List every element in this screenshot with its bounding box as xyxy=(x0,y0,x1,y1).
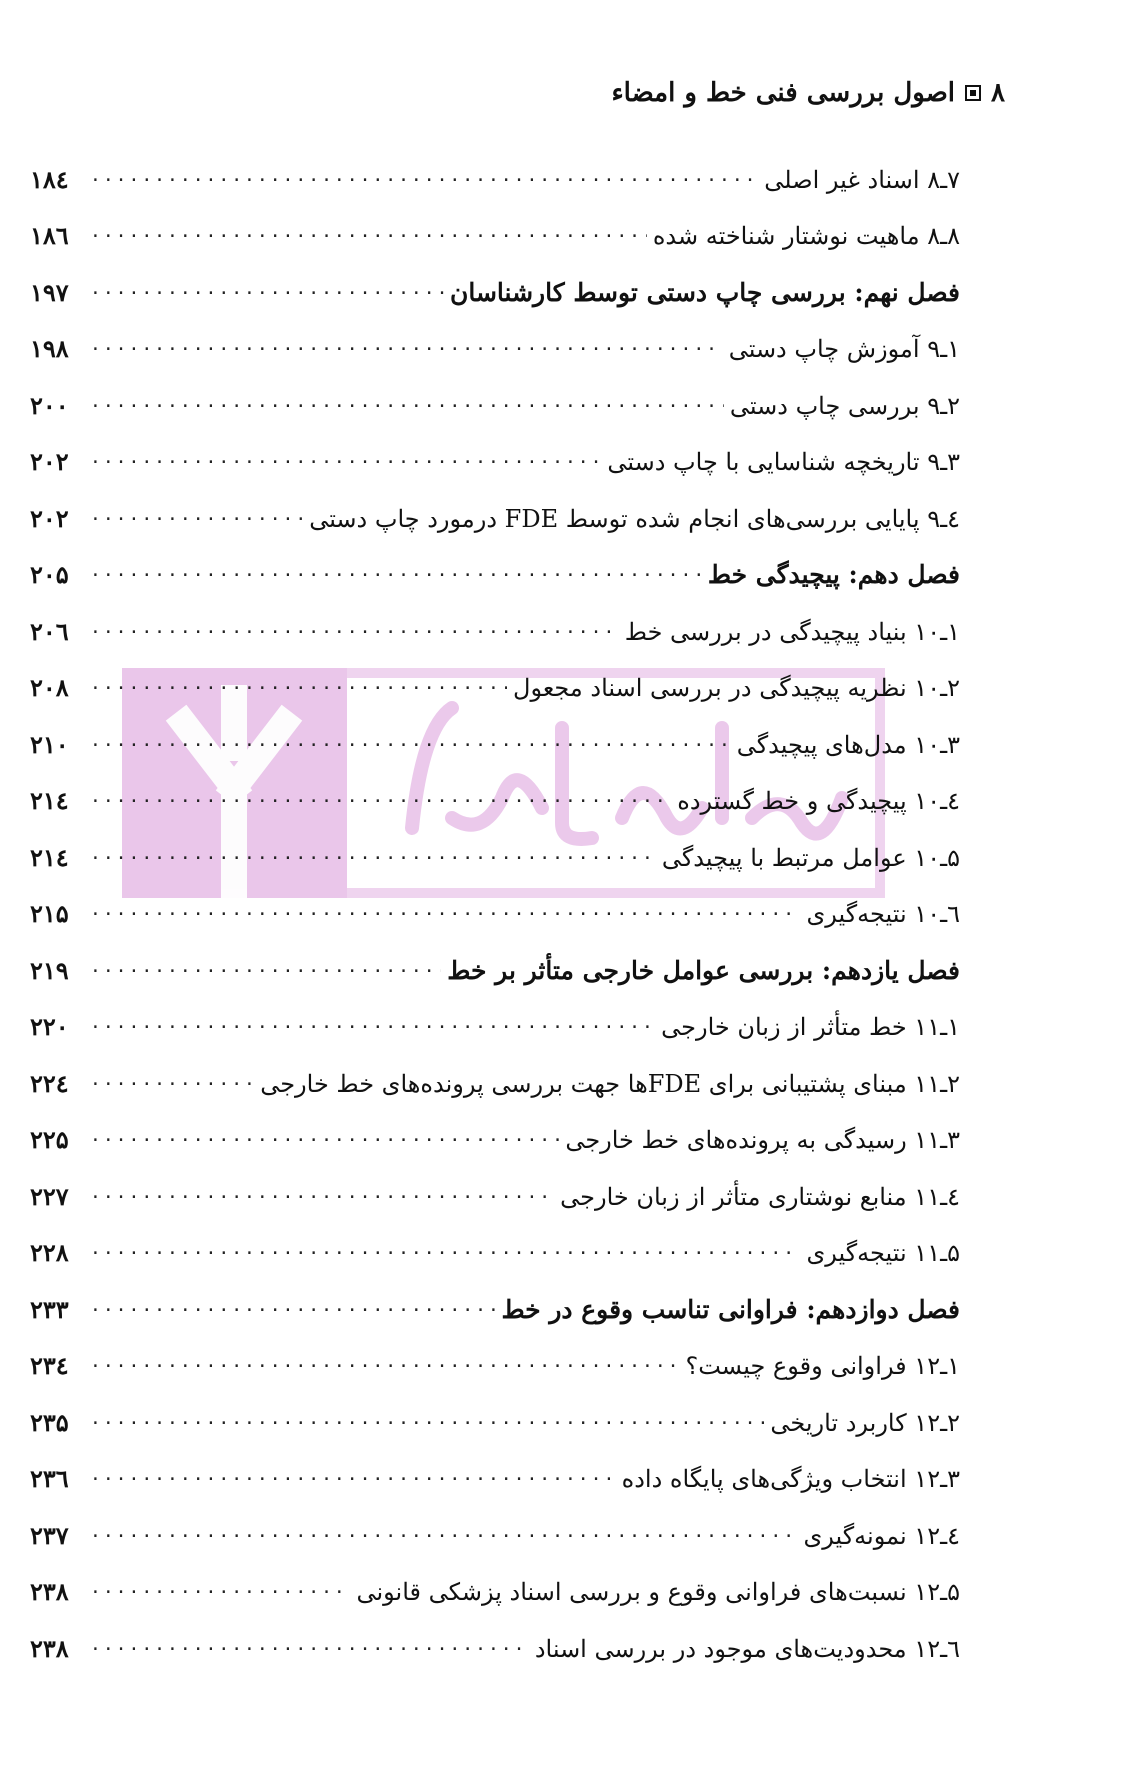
toc-chapter-row[interactable] xyxy=(30,536,960,593)
toc-section-row[interactable] xyxy=(30,1327,960,1384)
toc-section-row[interactable] xyxy=(30,875,960,932)
square-bullet-icon xyxy=(965,85,981,101)
toc-page-number: ۲۳۳ xyxy=(30,1294,69,1324)
toc-section-row[interactable] xyxy=(30,423,960,480)
toc-entry-title: ۷ـ۸ اسناد غیر اصلی xyxy=(764,165,960,194)
toc-page-number: ۱۹۸ xyxy=(30,334,69,363)
toc-entry-title: ۳ـ۱۰ مدل‌های پیچیدگی xyxy=(736,730,960,759)
dot-leader xyxy=(90,1289,495,1323)
toc-page-number: ۲۳٦ xyxy=(30,1464,69,1493)
dot-leader xyxy=(90,328,723,362)
toc-entry-title: ۵ـ۱۲ نسبت‌های فراوانی وقوع و بررسی اسناد پزشکی قانونی xyxy=(356,1578,960,1606)
toc-entry-title: ۱ـ۹ آموزش چاپ دستی xyxy=(728,335,960,363)
dot-leader xyxy=(90,893,800,927)
toc-entry-title: ۱ـ۱۰ بنیاد پیچیدگی در بررسی خط xyxy=(624,617,960,646)
toc-entry-title: ۱ـ۱۲ فراوانی وقوع چیست؟ xyxy=(685,1352,960,1380)
toc-chapter-row[interactable] xyxy=(30,1270,960,1327)
toc-entry-title: فصل نهم: بررسی چاپ دستی توسط کارشناسان xyxy=(450,277,960,307)
toc-section-row[interactable] xyxy=(30,762,960,819)
toc-page-number: ۲۳۸ xyxy=(30,1633,69,1663)
toc-page-number: ۲۰٦ xyxy=(30,616,69,646)
toc-section-row[interactable] xyxy=(30,649,960,706)
toc-entry-title: فصل دهم: پیچیدگی خط xyxy=(707,560,960,589)
dot-leader xyxy=(90,837,656,871)
toc-entry-title: ۱ـ۱۱ خط متأثر از زبان خارجی xyxy=(661,1013,960,1041)
dot-leader xyxy=(90,1402,764,1436)
toc-entry-title: ۳ـ۱۲ انتخاب ویژگی‌های پایگاه داده xyxy=(621,1465,960,1493)
toc-entry-title: ٤ـ۱۰ پیچیدگی و خط گسترده xyxy=(677,787,960,815)
toc-page-number: ۲۲۷ xyxy=(30,1181,69,1211)
toc-section-row[interactable] xyxy=(30,366,960,423)
table-of-contents xyxy=(30,140,960,1666)
toc-page-number: ۲۲۸ xyxy=(30,1238,69,1267)
toc-page-number: ۲۲٤ xyxy=(30,1068,69,1098)
toc-page-number: ۲۲۰ xyxy=(30,1012,69,1041)
toc-section-row[interactable] xyxy=(30,197,960,254)
toc-page-number: ۲۰۵ xyxy=(30,560,69,589)
toc-page-number: ۲۳۵ xyxy=(30,1407,69,1437)
toc-entry-title: فصل دوازدهم: فراوانی تناسب وقوع در خط xyxy=(501,1294,960,1324)
dot-leader xyxy=(90,385,724,419)
header-page-number: ۸ xyxy=(991,78,1005,108)
dot-leader xyxy=(90,1515,797,1549)
dot-leader xyxy=(90,724,731,758)
toc-page-number: ۲۳۷ xyxy=(30,1520,69,1550)
dot-leader xyxy=(90,611,619,645)
dot-leader xyxy=(90,441,601,475)
dot-leader xyxy=(90,498,303,532)
toc-page-number: ۲۰۰ xyxy=(30,390,69,420)
toc-entry-title: ۲ـ۹ بررسی چاپ دستی xyxy=(729,391,960,420)
toc-section-row[interactable] xyxy=(30,1496,960,1553)
toc-page-number: ۲۱۹ xyxy=(30,955,69,985)
toc-page-number: ۲۲۵ xyxy=(30,1125,69,1154)
toc-chapter-row[interactable] xyxy=(30,931,960,988)
toc-page-number: ۱۸٤ xyxy=(30,164,69,194)
toc-entry-title: ٤ـ۱۲ نمونه‌گیری xyxy=(803,1521,960,1550)
toc-entry-title: ۳ـ۹ تاریخچه شناسایی با چاپ دستی xyxy=(607,448,960,476)
dot-leader xyxy=(90,1628,529,1662)
toc-section-row[interactable] xyxy=(30,1044,960,1101)
toc-entry-title: ٦ـ۱۰ نتیجه‌گیری xyxy=(806,900,960,928)
dot-leader xyxy=(90,554,702,588)
toc-entry-title: فصل یازدهم: بررسی عوامل خارجی متأثر بر خط xyxy=(447,955,960,985)
toc-page-number: ۲۱٤ xyxy=(30,786,69,815)
dot-leader xyxy=(90,1232,800,1266)
toc-page-number: ۲۱٤ xyxy=(30,842,69,872)
dot-leader xyxy=(90,215,647,249)
toc-section-row[interactable] xyxy=(30,1440,960,1497)
dot-leader xyxy=(90,780,671,814)
dot-leader xyxy=(90,159,758,193)
dot-leader xyxy=(90,1006,655,1040)
toc-entry-title: ۲ـ۱۱ مبنای پشتیبانی برای FDEها جهت بررسی پرونده‌های خط خارجی xyxy=(260,1069,960,1098)
toc-entry-title: ٤ـ۱۱ منابع نوشتاری متأثر از زبان خارجی xyxy=(560,1182,960,1211)
toc-entry-title: ۵ـ۱۱ نتیجه‌گیری xyxy=(806,1239,960,1267)
toc-section-row[interactable] xyxy=(30,310,960,367)
toc-page-number: ۱۹۷ xyxy=(30,277,69,307)
toc-entry-title: ۸ـ۸ ماهیت نوشتار شناخته شده xyxy=(652,222,960,250)
dot-leader xyxy=(90,272,444,306)
dot-leader xyxy=(90,1571,350,1605)
toc-section-row[interactable] xyxy=(30,1214,960,1271)
dot-leader xyxy=(90,1458,616,1492)
toc-section-row[interactable] xyxy=(30,1553,960,1610)
toc-entry-title: ٦ـ۱۲ محدودیت‌های موجود در بررسی اسناد xyxy=(534,1634,960,1663)
toc-section-row[interactable] xyxy=(30,1609,960,1666)
toc-page-number: ۲۱۵ xyxy=(30,899,69,928)
toc-chapter-row[interactable] xyxy=(30,253,960,310)
toc-section-row[interactable] xyxy=(30,479,960,536)
toc-section-row[interactable] xyxy=(30,140,960,197)
toc-page-number: ۲۳۸ xyxy=(30,1577,69,1606)
toc-entry-title: ٤ـ۹ پایایی بررسی‌های انجام شده توسط FDE درمورد چاپ دستی xyxy=(309,504,960,533)
dot-leader xyxy=(90,1063,254,1097)
toc-section-row[interactable] xyxy=(30,1383,960,1440)
toc-section-row[interactable] xyxy=(30,1101,960,1158)
dot-leader xyxy=(90,1345,680,1379)
toc-entry-title: ۲ـ۱۲ کاربرد تاریخی xyxy=(770,1408,960,1437)
toc-page-number: ۲۰۲ xyxy=(30,503,69,533)
toc-section-row[interactable] xyxy=(30,592,960,649)
toc-section-row[interactable] xyxy=(30,705,960,762)
dot-leader xyxy=(90,1119,559,1153)
toc-page-number: ۲۰۸ xyxy=(30,673,69,702)
dot-leader xyxy=(90,1176,554,1210)
toc-page-number: ۱۸٦ xyxy=(30,221,69,250)
header-book-title: اصول بررسی فنی خط و امضاء xyxy=(611,78,956,108)
toc-entry-title: ۳ـ۱۱ رسیدگی به پرونده‌های خط خارجی xyxy=(565,1126,960,1154)
toc-entry-title: ۵ـ۱۰ عوامل مرتبط با پیچیدگی xyxy=(661,843,960,872)
toc-page-number: ۲۰۲ xyxy=(30,447,69,476)
toc-page-number: ۲۳٤ xyxy=(30,1351,69,1380)
running-header xyxy=(611,78,1005,108)
toc-entry-title: ۲ـ۱۰ نظریه پیچیدگی در بررسی اسناد مجعول xyxy=(513,674,960,702)
toc-section-row[interactable] xyxy=(30,988,960,1045)
toc-section-row[interactable] xyxy=(30,1157,960,1214)
toc-page-number: ۲۱۰ xyxy=(30,729,69,759)
dot-leader xyxy=(90,950,441,984)
toc-section-row[interactable] xyxy=(30,818,960,875)
dot-leader xyxy=(90,667,507,701)
